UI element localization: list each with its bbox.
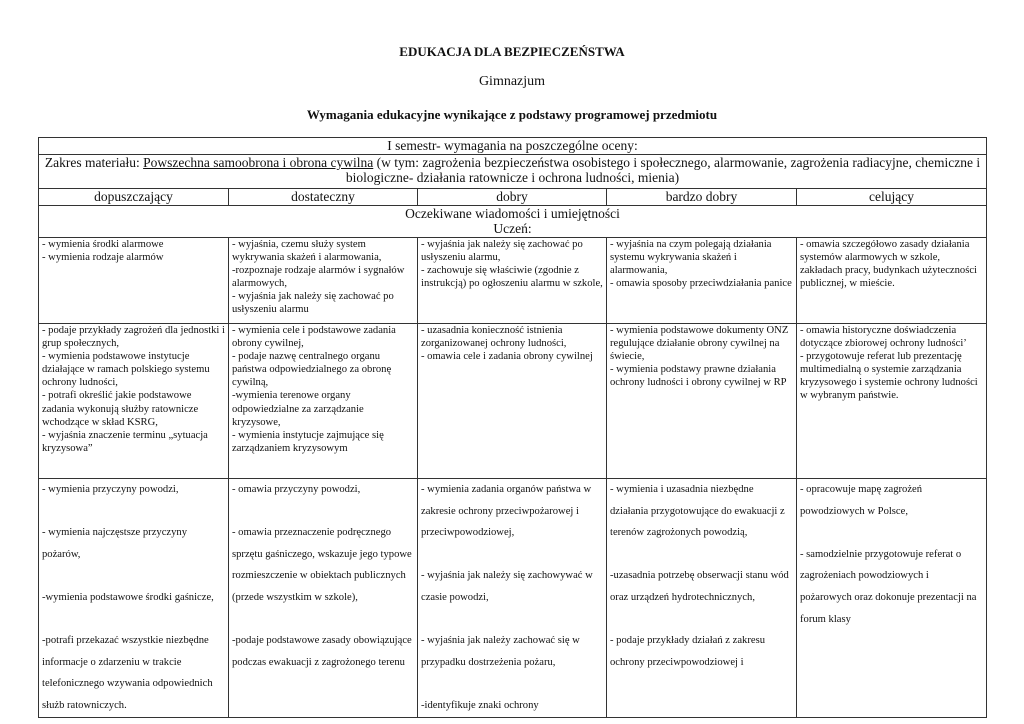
student-label: Uczeń: [493,221,532,236]
expected-header [39,206,987,238]
document-subtitle: Wymagania edukacyjne wynikające z podstawy programowej przedmiotu [306,107,718,122]
requirement-cell: - wyjaśnia jak należy się zachować po usłyszeniu alarmu, - zachowuje się właściwie (zgodnie z instrukcją) po ogłoszeniu alarmu w szkole, [418,238,607,324]
requirement-cell: - wymienia zadania organów państwa w zakresie ochrony przeciwpożarowej i przeciwpowodziowej, - wyjaśnia jak należy się zachowywać w czasie powodzi, - wyjaśnia jak należy zachować się w przypadku dostrzeżenia pożaru, -identyfikuje znaki ochrony [418,479,607,718]
expected-label: Oczekiwane wiadomości i umiejętności [405,206,620,221]
requirement-cell: - omawia przyczyny powodzi, - omawia przeznaczenie podręcznego sprzętu gaśniczego, wskazuje jego typowe rozmieszczenie w obiektach publicznych (przede wszystkim w szkole), -podaje podstawowe zasady obowiązujące podczas ewakuacji z zagrożonego terenu [229,479,418,718]
scope-topic: Powszechna samoobrona i obrona cywilna [143,155,374,170]
scope-details: (w tym: zagrożenia bezpieczeństwa osobistego i społecznego, alarmowanie, zagrożenia radiacyjne, chemiczne i biologiczne- działania ratownicze i ochrona ludności, mienia) [345,155,981,185]
document-title: EDUKACJA DLA BEZPIECZEŃSTWA [399,44,625,59]
requirement-cell: - wymienia i uzasadnia niezbędne działania przygotowujące do ewakuacji z terenów zagrożonych powodzią, -uzasadnia potrzebę obserwacji stanu wód oraz urządzeń hydrotechnicznych, - podaje przykłady działań z zakresu ochrony przeciwpowodziowej i [607,479,797,718]
requirement-cell: - uzasadnia konieczność istnienia zorganizowanej ochrony ludności, - omawia cele i zadania obrony cywilnej [418,324,607,479]
scope-label: Zakres materiału: [44,155,144,170]
scope-header [39,155,987,189]
requirement-cell: - wymienia przyczyny powodzi, - wymienia najczęstsze przyczyny pożarów, -wymienia podstawowe środki gaśnicze, -potrafi przekazać wszystkie niezbędne informacje o zdarzeniu w trakcie telefonicznego wzywania odpowiednich służb ratowniczych. [39,479,229,718]
requirement-cell: - wyjaśnia na czym polegają działania systemu wykrywania skażeń i alarmowania, - omawia sposoby przeciwdziałania panice [607,238,797,324]
grade-header: dopuszczający [39,189,229,206]
grade-header: celujący [797,189,987,206]
grade-header: dostateczny [229,189,418,206]
requirement-cell: - omawia szczegółowo zasady działania systemów alarmowych w szkole, zakładach pracy, budynkach użyteczności publicznej, w mieście. [797,238,987,324]
requirement-cell: - opracowuje mapę zagrożeń powodziowych w Polsce, - samodzielnie przygotowuje referat o zagrożeniach powodziowych i pożarowych oraz dokonuje prezentacji na forum klasy [797,479,987,718]
school-level: Gimnazjum [478,74,546,89]
requirement-cell: - wymienia środki alarmowe - wymienia rodzaje alarmów [39,238,229,324]
grade-header: dobry [418,189,607,206]
requirement-cell: - wymienia podstawowe dokumenty ONZ regulujące działanie obrony cywilnej na świecie, - wymienia podstawy prawne działania ochrony ludności i obrony cywilnej w RP [607,324,797,479]
requirement-cell: - wyjaśnia, czemu służy system wykrywania skażeń i alarmowania, -rozpoznaje rodzaje alarmów i sygnałów alarmowych, - wyjaśnia jak należy się zachować po usłyszeniu alarmu [229,238,418,324]
requirement-cell: - wymienia cele i podstawowe zadania obrony cywilnej, - podaje nazwę centralnego organu państwa odpowiedzialnego za obronę cywilną, -wymienia terenowe organy odpowiedzialne za zarządzanie kryzysowe, - wymienia instytucje zajmujące się zarządzaniem kryzysowym [229,324,418,479]
requirement-cell: - podaje przykłady zagrożeń dla jednostki i grup społecznych, - wymienia podstawowe instytucje działające w ramach polskiego systemu ochrony ludności, - potrafi określić jakie podstawowe zadania wykonują służby ratownicze wchodzące w skład KSRG, - wyjaśnia znaczenie terminu „sytuacja kryzysowa” [39,324,229,479]
grade-header: bardzo dobry [607,189,797,206]
semester-header: I semestr- wymagania na poszczególne oceny: [39,138,987,155]
requirement-cell: - omawia historyczne doświadczenia dotyczące zbiorowej ochrony ludności’ - przygotowuje referat lub prezentację multimedialną o systemie zarządzania kryzysowego i systemie ochrony ludności w wybranym państwie. [797,324,987,479]
requirements-table [38,137,987,718]
